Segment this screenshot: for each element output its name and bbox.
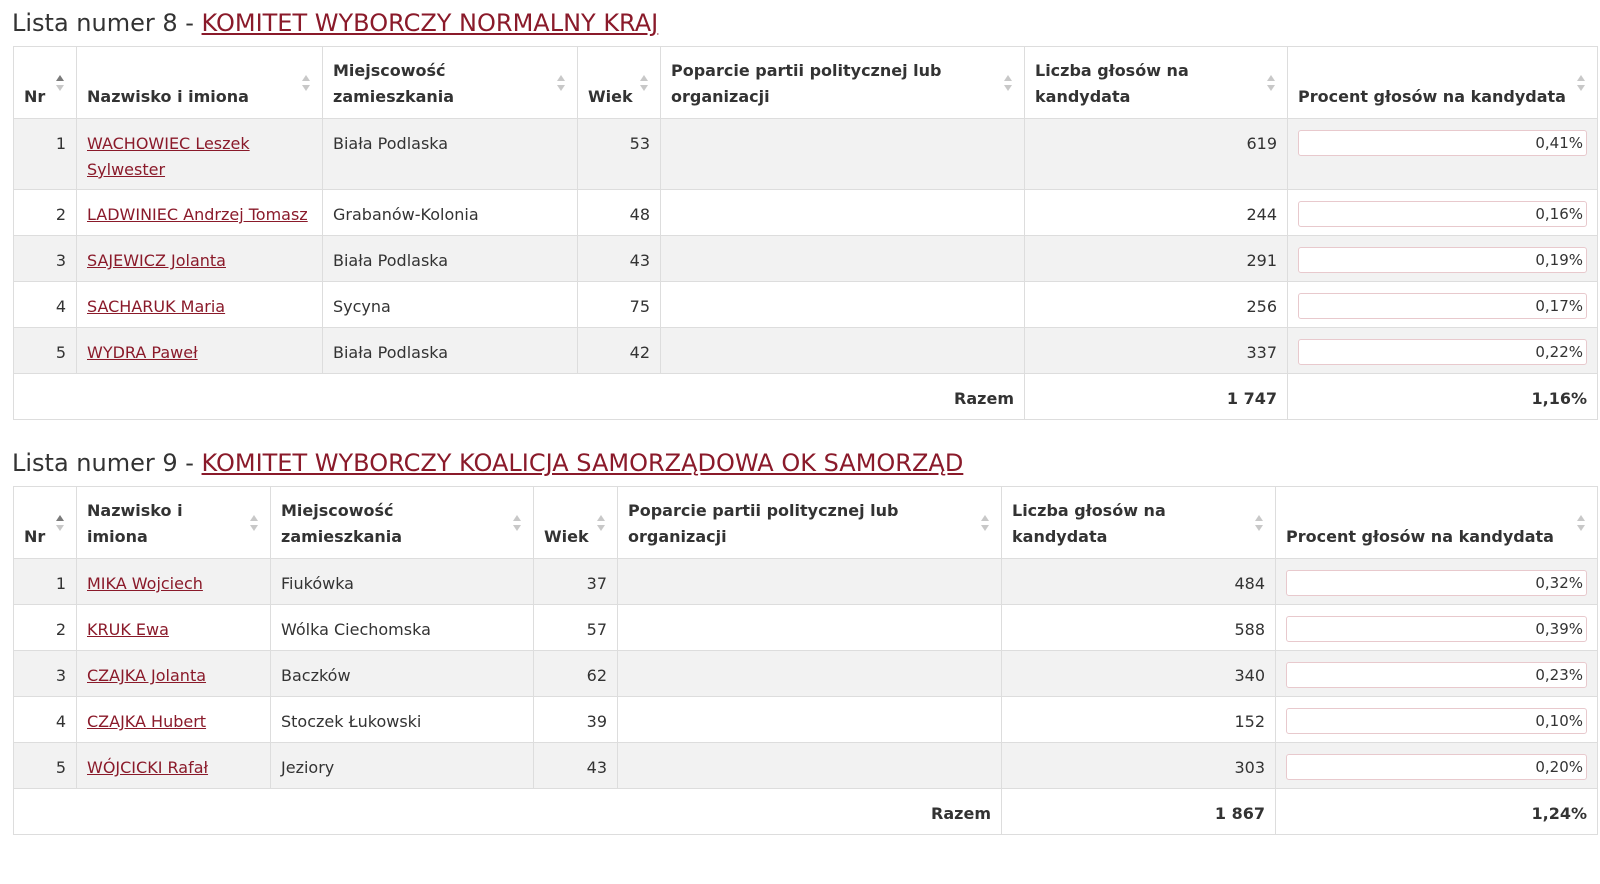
header-label: Nazwisko i imiona — [87, 501, 183, 546]
table-row — [14, 328, 1598, 374]
cell-votes: 291 — [1025, 236, 1288, 282]
header-label: Nr — [24, 87, 46, 106]
percent-bar: 0,23% — [1286, 662, 1587, 688]
sort-both-icon — [250, 515, 260, 535]
total-row — [14, 789, 1598, 835]
table-row — [14, 559, 1598, 605]
candidate-link[interactable]: LADWINIEC Andrzej Tomasz — [87, 205, 308, 224]
total-votes: 1 747 — [1025, 374, 1288, 420]
percent-bar: 0,22% — [1298, 339, 1587, 365]
cell-votes: 244 — [1025, 190, 1288, 236]
header-label: Nazwisko i imiona — [87, 87, 249, 106]
column-header-name[interactable] — [77, 47, 323, 119]
cell-town: Sycyna — [323, 282, 578, 328]
list-title — [0, 0, 1600, 46]
cell-town: Jeziory — [271, 743, 534, 789]
percent-bar: 0,41% — [1298, 130, 1587, 156]
column-header-percent[interactable] — [1288, 47, 1598, 119]
cell-age: 37 — [534, 559, 618, 605]
header-label: Wiek — [544, 527, 589, 546]
column-header-town[interactable] — [271, 487, 534, 559]
results-table — [13, 486, 1598, 835]
cell-percent — [1276, 697, 1598, 743]
cell-support — [661, 236, 1025, 282]
results-table — [13, 46, 1598, 420]
header-label: Poparcie partii politycznej lub organizacji — [628, 501, 899, 546]
header-label: Liczba głosów na kandydata — [1035, 61, 1189, 106]
cell-nr: 2 — [14, 190, 77, 236]
cell-name — [77, 119, 323, 190]
column-header-votes[interactable] — [1025, 47, 1288, 119]
cell-nr: 2 — [14, 605, 77, 651]
sort-both-icon — [1004, 75, 1014, 95]
percent-bar: 0,20% — [1286, 754, 1587, 780]
cell-age: 43 — [578, 236, 661, 282]
cell-nr: 1 — [14, 119, 77, 190]
header-label: Procent głosów na kandydata — [1286, 527, 1554, 546]
cell-age: 43 — [534, 743, 618, 789]
cell-town: Grabanów-Kolonia — [323, 190, 578, 236]
candidate-link[interactable]: MIKA Wojciech — [87, 574, 203, 593]
cell-name — [77, 559, 271, 605]
cell-percent — [1288, 119, 1598, 190]
cell-name — [77, 743, 271, 789]
candidate-link[interactable]: WÓJCICKI Rafał — [87, 758, 209, 777]
total-percent: 1,16% — [1288, 374, 1598, 420]
table-row — [14, 119, 1598, 190]
cell-nr: 5 — [14, 743, 77, 789]
cell-votes: 303 — [1002, 743, 1276, 789]
header-label: Wiek — [588, 87, 633, 106]
cell-support — [618, 559, 1002, 605]
cell-support — [661, 328, 1025, 374]
cell-age: 48 — [578, 190, 661, 236]
column-header-age[interactable] — [534, 487, 618, 559]
candidate-link[interactable]: KRUK Ewa — [87, 620, 169, 639]
cell-nr: 4 — [14, 282, 77, 328]
candidate-link[interactable]: CZAJKA Hubert — [87, 712, 207, 731]
column-header-age[interactable] — [578, 47, 661, 119]
table-row — [14, 190, 1598, 236]
cell-percent — [1276, 605, 1598, 651]
percent-bar: 0,32% — [1286, 570, 1587, 596]
cell-percent — [1276, 651, 1598, 697]
cell-percent — [1288, 282, 1598, 328]
header-label: Liczba głosów na kandydata — [1012, 501, 1166, 546]
cell-age: 42 — [578, 328, 661, 374]
cell-nr: 1 — [14, 559, 77, 605]
cell-nr: 3 — [14, 651, 77, 697]
sort-both-icon — [513, 515, 523, 535]
total-row — [14, 374, 1598, 420]
percent-bar: 0,39% — [1286, 616, 1587, 642]
cell-age: 62 — [534, 651, 618, 697]
cell-name — [77, 282, 323, 328]
cell-support — [618, 605, 1002, 651]
sort-both-icon — [1255, 515, 1265, 535]
total-votes: 1 867 — [1002, 789, 1276, 835]
table-row — [14, 282, 1598, 328]
cell-support — [661, 190, 1025, 236]
cell-nr: 3 — [14, 236, 77, 282]
sort-asc-icon — [56, 515, 66, 535]
candidate-link[interactable]: WACHOWIEC Leszek Sylwester — [87, 134, 250, 179]
list-number-label: Lista numer 8 - — [12, 9, 202, 37]
cell-percent — [1276, 743, 1598, 789]
header-label: Poparcie partii politycznej lub organizacji — [671, 61, 942, 106]
sort-both-icon — [302, 75, 312, 95]
header-label: Procent głosów na kandydata — [1298, 87, 1566, 106]
table-row — [14, 651, 1598, 697]
table-row — [14, 236, 1598, 282]
cell-votes: 484 — [1002, 559, 1276, 605]
cell-percent — [1276, 559, 1598, 605]
total-percent: 1,24% — [1276, 789, 1598, 835]
percent-bar: 0,17% — [1298, 293, 1587, 319]
percent-bar: 0,19% — [1298, 247, 1587, 273]
cell-town: Biała Podlaska — [323, 328, 578, 374]
cell-votes: 337 — [1025, 328, 1288, 374]
cell-votes: 340 — [1002, 651, 1276, 697]
cell-town: Wólka Ciechomska — [271, 605, 534, 651]
candidate-link[interactable]: WYDRA Paweł — [87, 343, 198, 362]
candidate-link[interactable]: SAJEWICZ Jolanta — [87, 251, 226, 270]
cell-support — [661, 119, 1025, 190]
cell-name — [77, 236, 323, 282]
sort-both-icon — [557, 75, 567, 95]
cell-town: Baczków — [271, 651, 534, 697]
cell-age: 57 — [534, 605, 618, 651]
list-title — [0, 440, 1600, 486]
cell-support — [618, 697, 1002, 743]
column-header-percent[interactable] — [1276, 487, 1598, 559]
cell-support — [661, 282, 1025, 328]
table-row — [14, 743, 1598, 789]
cell-age: 53 — [578, 119, 661, 190]
cell-age: 39 — [534, 697, 618, 743]
cell-percent — [1288, 236, 1598, 282]
column-header-support[interactable] — [661, 47, 1025, 119]
cell-age: 75 — [578, 282, 661, 328]
cell-percent — [1288, 328, 1598, 374]
cell-votes: 256 — [1025, 282, 1288, 328]
cell-name — [77, 190, 323, 236]
cell-town: Stoczek Łukowski — [271, 697, 534, 743]
cell-name — [77, 697, 271, 743]
percent-bar: 0,16% — [1298, 201, 1587, 227]
candidate-link[interactable]: SACHARUK Maria — [87, 297, 226, 316]
cell-support — [618, 651, 1002, 697]
list-number-label: Lista numer 9 - — [12, 449, 202, 477]
cell-name — [77, 328, 323, 374]
sort-both-icon — [1577, 515, 1587, 535]
header-label: Nr — [24, 527, 46, 546]
cell-town: Biała Podlaska — [323, 119, 578, 190]
cell-votes: 152 — [1002, 697, 1276, 743]
committee-link[interactable]: KOMITET WYBORCZY KOALICJA SAMORZĄDOWA OK SAMORZĄD — [201, 449, 964, 477]
percent-bar: 0,10% — [1286, 708, 1587, 734]
committee-link[interactable]: KOMITET WYBORCZY NORMALNY KRAJ — [201, 9, 659, 37]
column-header-nr[interactable] — [14, 487, 77, 559]
table-row — [14, 605, 1598, 651]
cell-name — [77, 605, 271, 651]
cell-votes: 619 — [1025, 119, 1288, 190]
sort-both-icon — [1577, 75, 1587, 95]
cell-town: Biała Podlaska — [323, 236, 578, 282]
total-label: Razem — [14, 374, 1025, 420]
cell-nr: 5 — [14, 328, 77, 374]
cell-votes: 588 — [1002, 605, 1276, 651]
column-header-name[interactable] — [77, 487, 271, 559]
cell-town: Fiukówka — [271, 559, 534, 605]
table-row — [14, 697, 1598, 743]
sort-both-icon — [640, 75, 650, 95]
column-header-support[interactable] — [618, 487, 1002, 559]
cell-nr: 4 — [14, 697, 77, 743]
column-header-town[interactable] — [323, 47, 578, 119]
sort-both-icon — [597, 515, 607, 535]
column-header-nr[interactable] — [14, 47, 77, 119]
cell-support — [618, 743, 1002, 789]
total-label: Razem — [14, 789, 1002, 835]
sort-asc-icon — [56, 75, 66, 95]
cell-name — [77, 651, 271, 697]
sort-both-icon — [1267, 75, 1277, 95]
candidate-link[interactable]: CZAJKA Jolanta — [87, 666, 207, 685]
column-header-votes[interactable] — [1002, 487, 1276, 559]
header-label: Miejscowość zamieszkania — [333, 61, 455, 106]
cell-percent — [1288, 190, 1598, 236]
header-label: Miejscowość zamieszkania — [281, 501, 403, 546]
sort-both-icon — [981, 515, 991, 535]
